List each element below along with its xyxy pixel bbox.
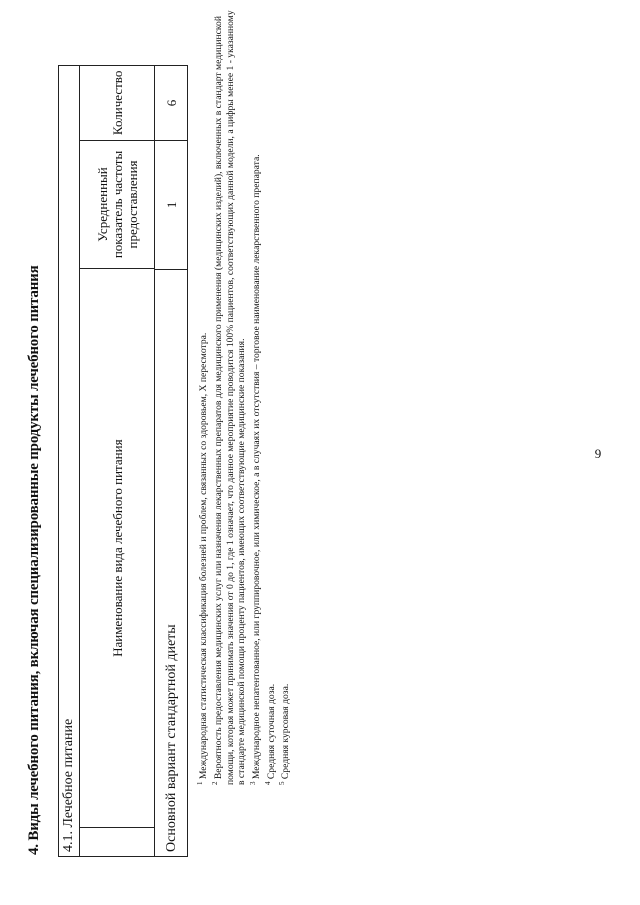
footnote: $^4$ Средняя суточная доза. — [263, 683, 277, 785]
footnote: $^2$ Вероятность предоставления медицинских услуг или назначения лекарственных препаратов для медицинского применения (медицинских изделий), включенных в стандарт медицинской помощи, которая может принимать значения от 0 до 1, где 1 означает, что данное мероприятие проводится 100% пациентов, соответствующих данной модели, а цифры менее 1 - указанному в стандарте медицинской помощи проценту пациентов, имеющих соответствующие медицинские показания. — [210, 10, 248, 785]
header-name: Наименование вида лечебного питания — [80, 268, 154, 827]
table-header-row — [80, 66, 155, 856]
section-title: 4. Виды лечебного питания, включая специализированные продукты лечебного питания — [26, 265, 42, 855]
footnotes — [195, 5, 292, 785]
row-quantity: 6 — [163, 99, 179, 107]
footnote: $^5$ Средняя курсовая доза. — [278, 683, 292, 785]
empty-header-cell — [80, 827, 154, 856]
row-name: Основной вариант стандартной диеты — [155, 269, 187, 856]
table-row — [155, 66, 187, 856]
header-quantity: Количество — [109, 70, 125, 136]
row-frequency: 1 — [155, 140, 187, 269]
subsection-heading: 4.1. Лечебное питание — [59, 66, 80, 856]
page-number: 9 — [594, 445, 602, 461]
header-frequency: Усредненный показатель частоты предоставления — [80, 140, 154, 269]
nutrition-table — [58, 65, 188, 857]
footnote: $^3$ Международное непатентованное, или группировочное, или химическое, а в случаях их отсутствия – торговое наименование лекарственного препарата. — [248, 154, 262, 785]
footnote: $^1$ Международная статистическая классификация болезней и проблем, связанных со здоровьем, X пересмотра. — [196, 332, 210, 785]
